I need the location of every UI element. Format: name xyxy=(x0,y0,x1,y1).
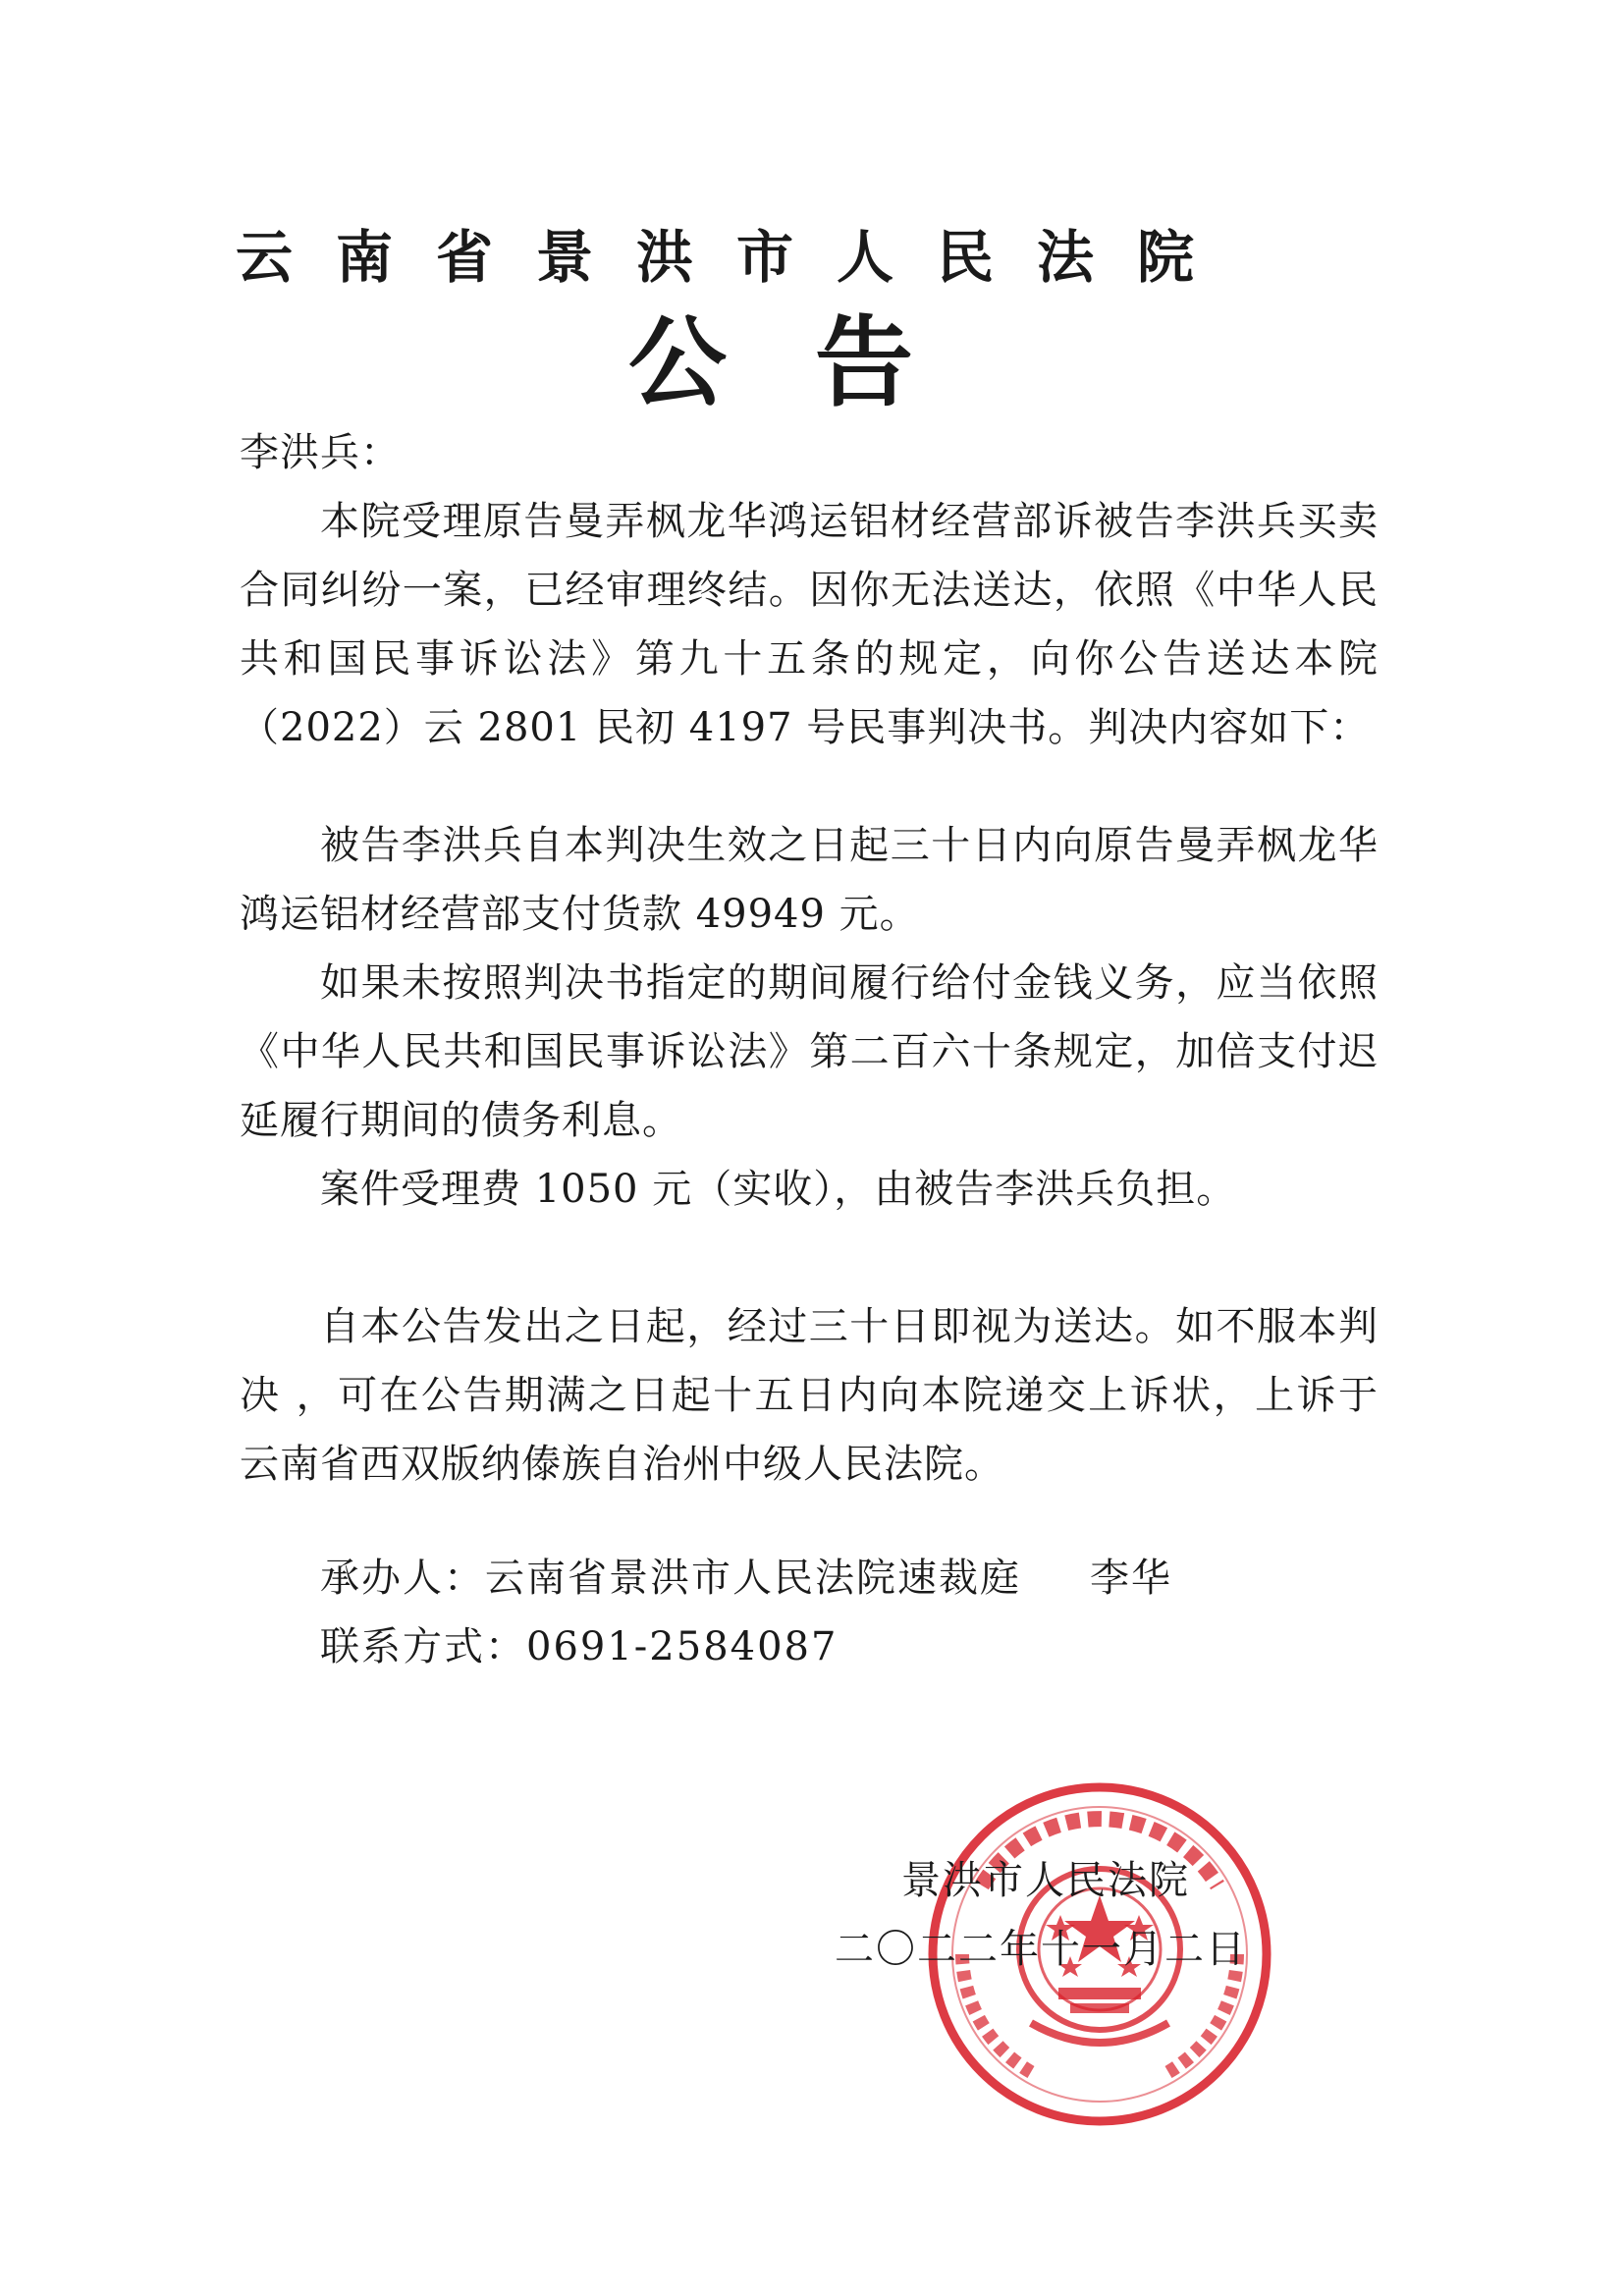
handler-name: 李华 xyxy=(1090,1556,1172,1601)
contact-line: 联系方式：0691-2584087 xyxy=(320,1624,839,1669)
handler-department: 承办人：云南省景洪市人民法院速裁庭 xyxy=(320,1556,1021,1601)
paragraph-case-intro: 本院受理原告曼弄枫龙华鸿运铝材经营部诉被告李洪兵买卖合同纠纷一案，已经审理终结。因你无法送达，依照《中华人民共和国民事诉讼法》第九十五条的规定，向你公告送达本院（2022）云 2801 民初 4197 号民事判决书。判决内容如下： xyxy=(240,499,1379,750)
addressee: 李洪兵： xyxy=(240,430,401,475)
paragraph-late-interest: 如果未按照判决书指定的期间履行给付金钱义务，应当依照《中华人民共和国民事诉讼法》第二百六十条规定，加倍支付迟延履行期间的债务利息。 xyxy=(240,960,1379,1143)
paragraph-case-fee: 案件受理费 1050 元（实收），由被告李洪兵负担。 xyxy=(320,1167,1237,1212)
handler-line xyxy=(320,1544,1172,1613)
notice-title: 公告 xyxy=(628,305,1001,420)
court-name-heading: 云南省景洪市人民法院 xyxy=(236,224,1238,291)
paragraph-appeal-notice: 自本公告发出之日起，经过三十日即视为送达。如不服本判决 ，可在公告期满之日起十五日内向本院递交上诉状，上诉于云南省西双版纳傣族自治州中级人民法院。 xyxy=(240,1304,1379,1487)
signature-court: 景洪市人民法院 xyxy=(901,1858,1190,1903)
signature-date: 二〇二二年十一月二日 xyxy=(835,1927,1247,1972)
paragraph-judgment-payment: 被告李洪兵自本判决生效之日起三十日内向原告曼弄枫龙华鸿运铝材经营部支付货款 49949 元。 xyxy=(240,823,1379,937)
